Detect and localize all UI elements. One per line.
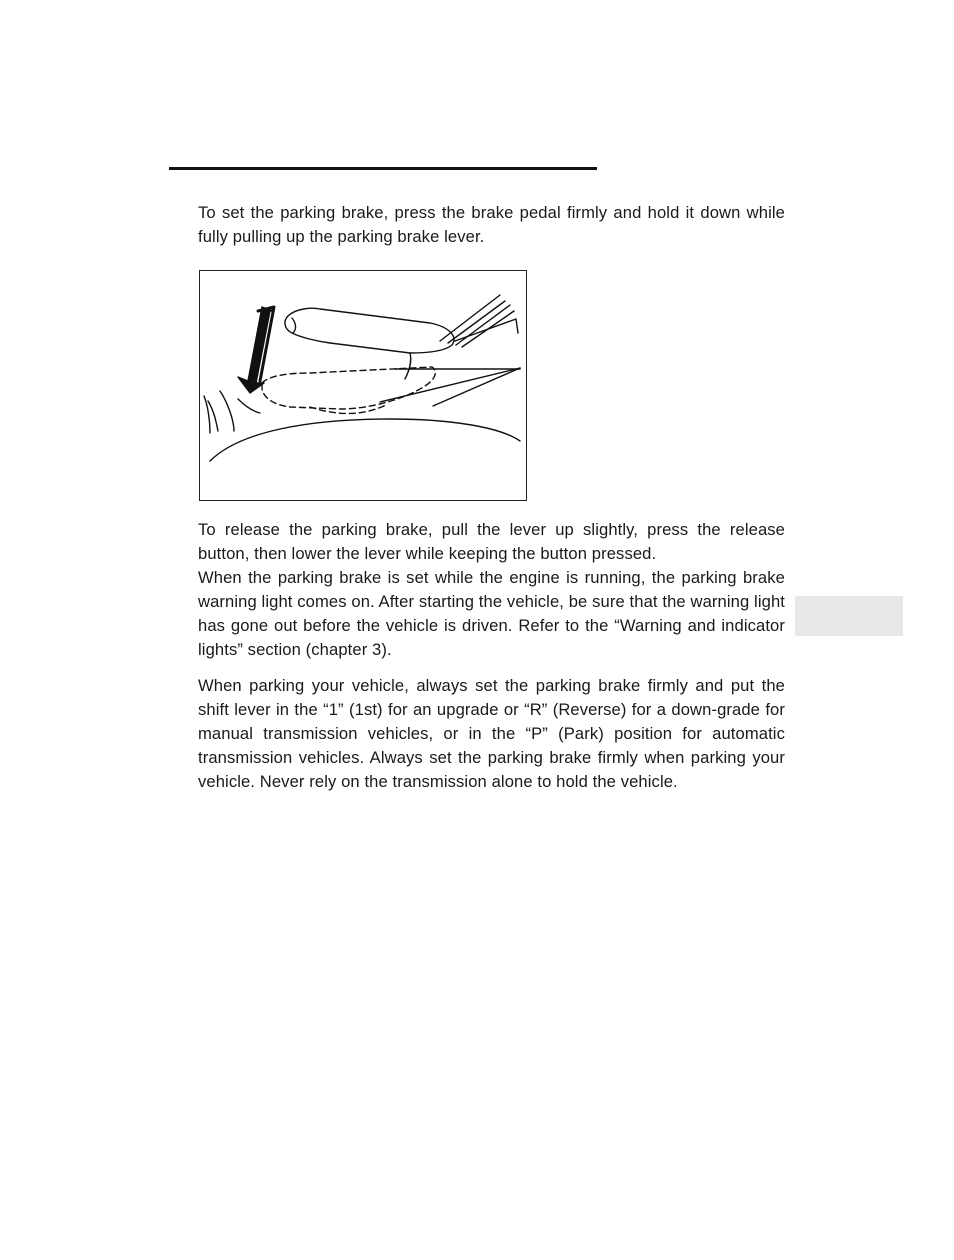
lever-raised: [285, 308, 454, 353]
chapter-thumb-tab: [795, 596, 903, 636]
paragraph-set-brake: To set the parking brake, press the brake pedal firmly and hold it down while fully pulling up the parking brake lever.: [198, 203, 785, 246]
paragraph-parking-caution: When parking your vehicle, always set the parking brake firmly and put the shift lever in the “1” (1st) for an upgrade or “R” (Reverse) for a down-grade for manual transmission vehicles, or in the “P” (Park) position for automatic transmission vehicles. Always set the parking brake firmly when parking your vehicle. Never rely on the transmission alone to hold the vehicle.: [198, 676, 785, 791]
seat-cushion: [210, 419, 520, 461]
parking-brake-illustration: [199, 270, 527, 501]
paragraph-release-brake: To release the parking brake, pull the lever up slightly, press the release button, then lower the lever while keeping the button pressed.: [198, 520, 785, 563]
console-line-upper: [433, 368, 520, 406]
arrow-up-down-icon: [238, 307, 274, 393]
lever-lowered: [262, 367, 435, 409]
paragraph-warning-light: When the parking brake is set while the engine is running, the parking brake warning light comes on. After starting the vehicle, be sure that the warning light has gone out before the vehicle is driven. Refer to the “Warning and indicator lights” section (chapter 3).: [198, 568, 785, 659]
parking-brake-drawing: [200, 271, 526, 500]
section-heading-rule: [169, 167, 597, 170]
